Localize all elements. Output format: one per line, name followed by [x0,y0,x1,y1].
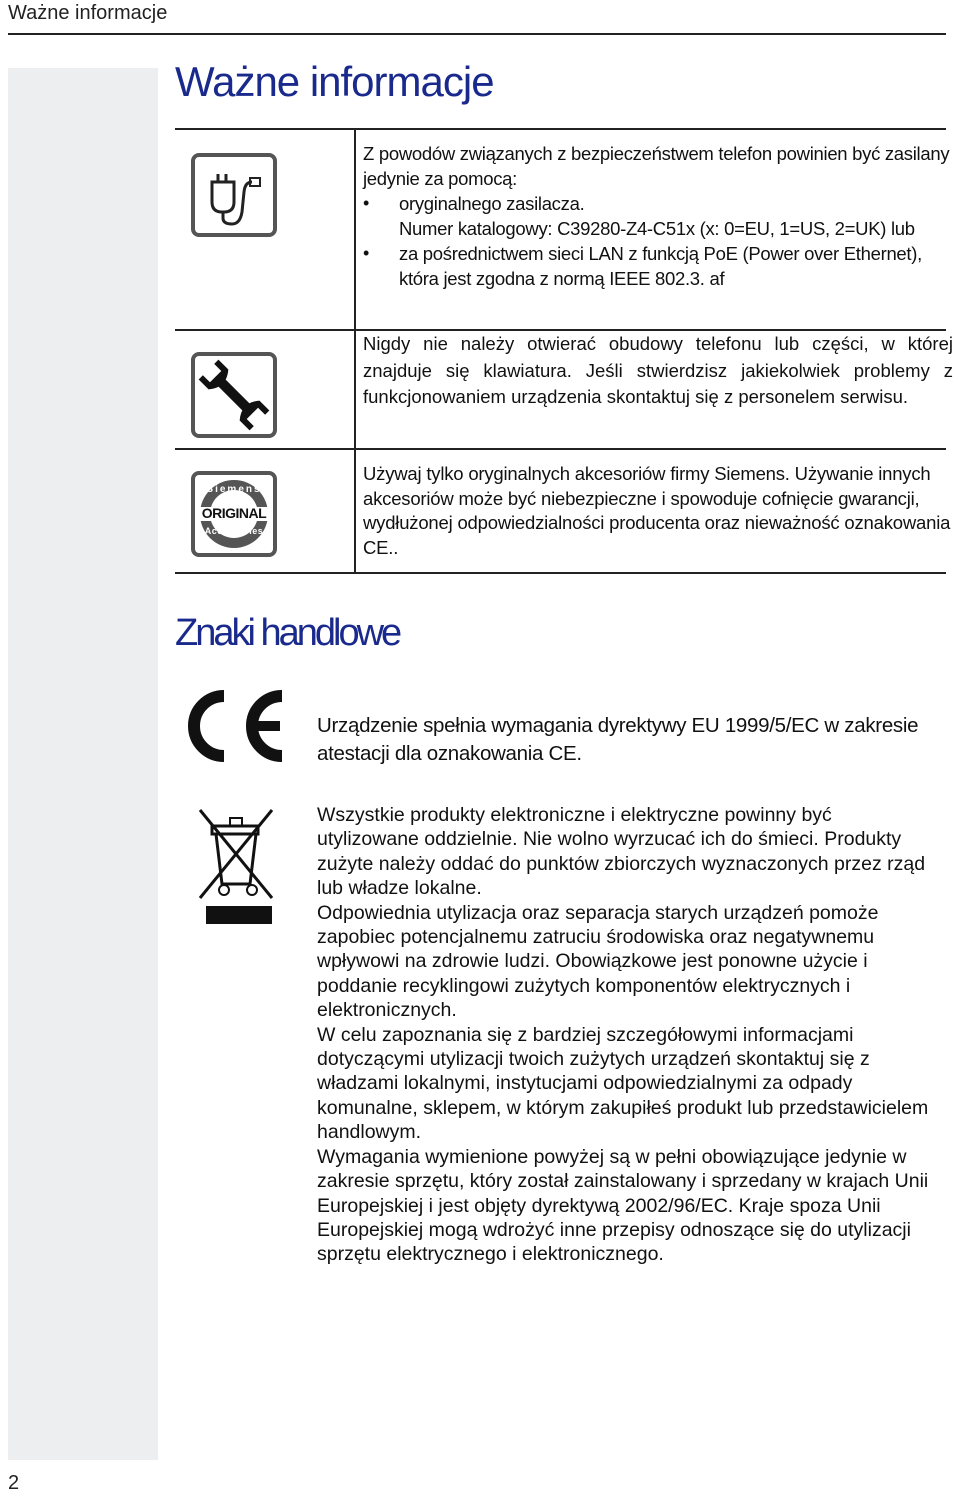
table-rule-top [175,128,946,130]
accessories-row-text [363,462,953,560]
section-title-trademarks: Znaki handlowe [175,612,400,654]
weee-paragraph-2: Odpowiednia utylizacja oraz separacja starych urządzeń pomoże zapobiec potencjalnemu zatruciu środowiska oraz negatywnemu wpływowi na zdrowie ludzi. Obowiązkowe jest ponowne użycie i poddanie recyklingowi zużytych komponentów elektrycznych i elektronicznych. [317,901,879,1022]
weee-paragraph-3: W celu zapoznania się z bardziej szczegółowymi informacjami dotyczącymi utylizacji twoich zużytych urządzeń skontaktuj się z władzami lokalnymi, instytucjami odpowiedzialnymi za odpady komunalne, sklepem, w którym zakupiłeś produkt lub przedstawicielem handlowym. [317,1023,929,1144]
header-rule [8,33,946,35]
power-lead: Z powodów związanych z bezpieczeństwem telefon powinien być zasilany jedynie za pomocą: [363,143,950,189]
sidebar-margin [8,68,158,1460]
crossed-bin-icon [196,806,278,933]
power-bullet-1: • oryginalnego zasilacza. [363,191,953,216]
power-adapter-icon [190,152,278,243]
weee-text [317,803,937,1267]
table-rule-mid2 [175,448,946,450]
logo-text-siemens: Siemens [206,484,262,495]
power-bullet-1-detail: Numer katalogowy: C39280-Z4-C51x (x: 0=EU, 1=US, 2=UK) lub [399,218,915,239]
logo-text-accessories: Accessories [204,526,264,536]
table-rule-bottom [175,572,946,574]
table-column-divider [354,128,356,574]
weee-paragraph-1: Wszystkie produkty elektroniczne i elektryczne powinny być utylizowane oddzielnie. Nie wolno wyrzucać ich do śmieci. Produkty zużyte należy oddać do punktów zbiorczych wyznaczonych przez rząd lub władze lokalne. [317,804,926,900]
wrench-row-text [363,331,953,411]
ce-mark-icon [180,686,290,771]
wrench-icon [190,351,278,444]
page-number: 2 [8,1472,20,1494]
power-row-text [363,141,953,291]
page-title: Ważne informacje [175,58,494,105]
wrench-text: Nigdy nie należy otwierać obudowy telefonu lub części, w której znajduje się klawiatura. Jeśli stwierdzisz jakiekolwiek problemy z funkcjonowaniem urządzenia skontaktuj się z personelem serwisu. [363,333,953,407]
logo-text-original: ORIGINAL [201,505,267,521]
weee-paragraph-4: Wymagania wymienione powyżej są w pełni obowiązujące jedynie w zakresie sprzętu, który został zainstalowany i sprzedany w krajach Unii Europejskiej i jest objęty dyrektywą 2002/96/EC. Kraje spoza Unii Europejskiej mogą wdrożyć inne przepisy odnoszące się do utylizacji sprzętu elektrycznego i elektronicznego. [317,1145,929,1266]
power-bullet-2: • za pośrednictwem sieci LAN z funkcją PoE (Power over Ethernet), która jest zgodna z normą IEEE 802.3. af [363,241,953,291]
running-header: Ważne informacje [8,2,168,24]
ce-text: Urządzenie spełnia wymagania dyrektywy EU 1999/5/EC w zakresie atestacji dla oznakowania CE. [317,714,919,765]
accessories-text: Używaj tylko oryginalnych akcesoriów firmy Siemens. Używanie innych akcesoriów może być niebezpieczne i spowoduje cofnięcie gwarancji, wydłużonej odpowiedzialności producenta oraz nieważność oznakowania CE.. [363,463,951,558]
